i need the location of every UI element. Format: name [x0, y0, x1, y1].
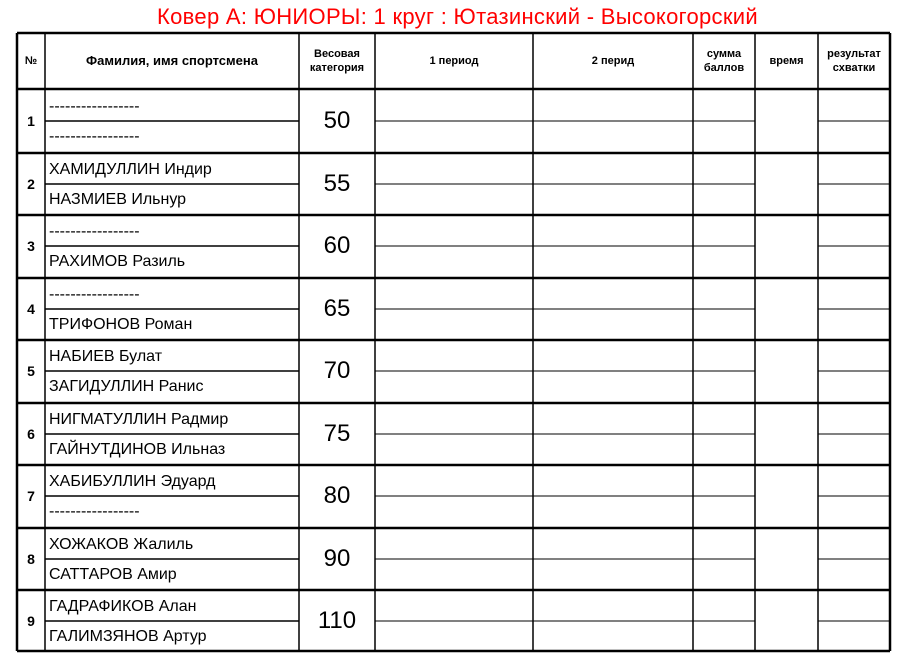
header-num: № — [24, 54, 38, 67]
weight-category: 90 — [323, 545, 351, 572]
header-period2: 2 перид — [591, 54, 635, 67]
header-weight — [299, 33, 375, 88]
weight-category: 70 — [323, 357, 351, 384]
athlete-name-top: ХАМИДУЛЛИН Индир — [49, 161, 212, 178]
weight-category: 110 — [317, 607, 357, 634]
athlete-name-top: НИГМАТУЛЛИН Радмир — [49, 411, 229, 428]
athlete-name-top: ХОЖАКОВ Жалиль — [49, 536, 194, 553]
athlete-name-bottom: ГАЛИМЗЯНОВ Артур — [49, 628, 207, 645]
header-period1: 1 период — [429, 54, 479, 67]
weight-category: 75 — [323, 420, 351, 447]
row-number: 2 — [27, 176, 35, 192]
row-number: 3 — [27, 238, 35, 254]
header-weight-line1: Весовая — [314, 47, 360, 60]
page-title: Ковер А: ЮНИОРЫ: 1 круг : Ютазинский - Высокогорский — [157, 4, 758, 29]
athlete-name-bottom: ----------------- — [49, 128, 140, 145]
athlete-name-top: ХАБИБУЛЛИН Эдуард — [49, 473, 216, 490]
header-sum-line2: баллов — [703, 61, 745, 74]
row-number: 1 — [27, 113, 35, 129]
header-time: время — [769, 54, 804, 67]
row-number: 9 — [27, 613, 35, 629]
row-number: 4 — [27, 301, 35, 317]
row-number: 7 — [27, 488, 35, 504]
header-result-line2: схватки — [832, 61, 876, 74]
athlete-name-top: ГАДРАФИКОВ Алан — [49, 598, 197, 615]
row-number: 6 — [27, 426, 35, 442]
weight-category: 65 — [323, 295, 351, 322]
header-sum — [693, 33, 755, 88]
athlete-name-bottom: САТТАРОВ Амир — [49, 566, 177, 583]
athlete-name-bottom: ЗАГИДУЛЛИН Ранис — [49, 378, 204, 395]
athlete-name-top: ----------------- — [49, 98, 140, 115]
athlete-name-bottom: ----------------- — [49, 503, 140, 520]
row-number: 5 — [27, 363, 35, 379]
athlete-name-top: ----------------- — [49, 223, 140, 240]
athlete-name-bottom: ГАЙНУТДИНОВ Ильназ — [49, 441, 226, 458]
header-weight-line2: категория — [309, 61, 365, 74]
header-name: Фамилия, имя спортсмена — [86, 52, 258, 68]
weight-category: 60 — [323, 232, 351, 259]
weight-category: 50 — [323, 107, 351, 134]
weight-category: 55 — [323, 170, 351, 197]
athlete-name-top: ----------------- — [49, 286, 140, 303]
athlete-name-top: НАБИЕВ Булат — [49, 348, 163, 365]
header-sum-line1: сумма — [706, 47, 742, 60]
weight-category: 80 — [323, 482, 351, 509]
header-result — [818, 33, 890, 88]
athlete-name-bottom: НАЗМИЕВ Ильнур — [49, 191, 187, 208]
header-result-line1: результат — [827, 47, 881, 60]
athlete-name-bottom: РАХИМОВ Разиль — [49, 253, 186, 270]
row-number: 8 — [27, 551, 35, 567]
athlete-name-bottom: ТРИФОНОВ Роман — [49, 316, 193, 333]
